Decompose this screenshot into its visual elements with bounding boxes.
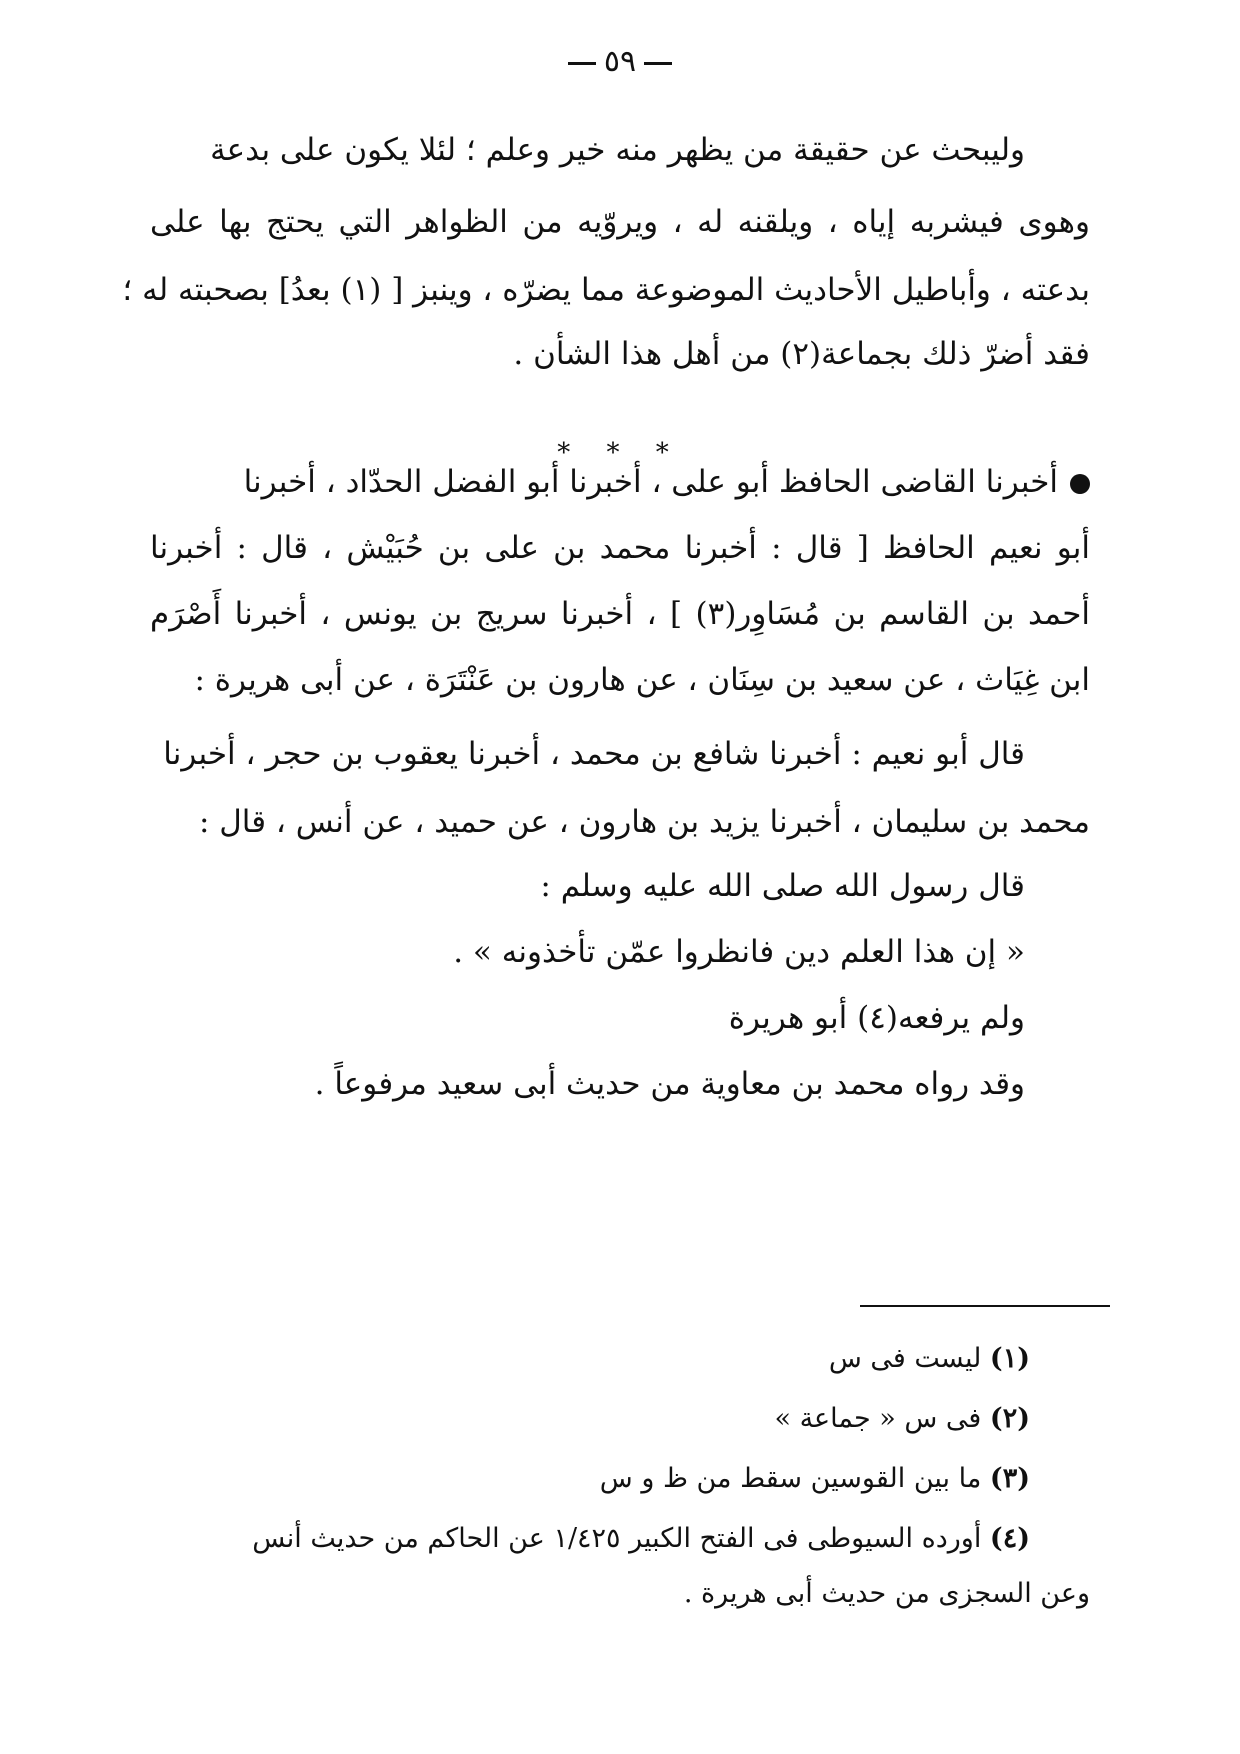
footnote-2-number: (٢) <box>989 1403 1030 1434</box>
footnote-2-text: فى س « جماعة » <box>774 1403 982 1434</box>
para3-line-1: قال أبو نعيم : أخبرنا شافع بن محمد ، أخبرنا يعقوب بن حجر ، أخبرنا <box>163 736 1025 772</box>
para2-line-3: أحمد بن القاسم بن مُسَاوِر(٣) ] ، أخبرنا سريج بن يونس ، أخبرنا أَصْرَم <box>150 596 1090 632</box>
footnote-1-text: ليست فى س <box>828 1343 982 1374</box>
para1-line-1: وليبحث عن حقيقة من يظهر منه خير وعلم ؛ لئلا يكون على بدعة <box>210 132 1025 168</box>
footnote-2 <box>430 1400 1030 1438</box>
page-number-value: ٥٩ <box>603 44 637 79</box>
para1-line-4: فقد أضرّ ذلك بجماعة(٢) من أهل هذا الشأن . <box>513 336 1090 372</box>
section-separator: * * * <box>557 438 683 468</box>
footnote-4-text: أورده السيوطى فى الفتح الكبير ١/٤٢٥ عن الحاكم من حديث أنس <box>252 1523 982 1554</box>
para2-line-1 <box>150 460 1090 504</box>
footnote-3-number: (٣) <box>989 1463 1030 1494</box>
bullet-icon <box>1070 474 1090 494</box>
footnote-4 <box>140 1520 1030 1558</box>
para3-line-4: « إن هذا العلم دين فانظروا عمّن تأخذونه » . <box>453 934 1025 970</box>
footnote-1-number: (١) <box>989 1343 1030 1374</box>
para3-line-5: ولم يرفعه(٤) أبو هريرة <box>728 1000 1025 1036</box>
footnote-4-continuation <box>190 1575 1090 1613</box>
page-number <box>0 42 1240 82</box>
footnote-separator <box>860 1305 1110 1307</box>
footnote-1 <box>430 1340 1030 1378</box>
para1-line-2: وهوى فيشربه إياه ، ويلقنه له ، ويروّيه من الظواهر التي يحتج بها على <box>150 204 1090 240</box>
para3-line-2: محمد بن سليمان ، أخبرنا يزيد بن هارون ، عن حميد ، عن أنس ، قال : <box>198 804 1090 840</box>
para2-line-4: ابن غِيَاث ، عن سعيد بن سِنَان ، عن هارون بن عَنْتَرَة ، عن أبى هريرة : <box>194 662 1090 698</box>
footnote-4-number: (٤) <box>989 1523 1030 1554</box>
footnote-3-text: ما بين القوسين سقط من ظ و س <box>599 1463 982 1494</box>
para2-line-2: أبو نعيم الحافظ [ قال : أخبرنا محمد بن على بن حُبَيْش ، قال : أخبرنا <box>150 530 1090 566</box>
dash-right <box>644 62 672 65</box>
para3-line-3: قال رسول الله صلى الله عليه وسلم : <box>540 868 1025 904</box>
para1-line-3: بدعته ، وأباطيل الأحاديث الموضوعة مما يضرّه ، وينبز [ (١) بعدُ] بصحبته له ؛ <box>122 272 1090 308</box>
dash-left <box>568 62 596 65</box>
footnote-4-continuation-text: وعن السجزى من حديث أبى هريرة . <box>683 1578 1090 1609</box>
footnote-3 <box>430 1460 1030 1498</box>
para3-line-6: وقد رواه محمد بن معاوية من حديث أبى سعيد مرفوعاً . <box>314 1066 1025 1102</box>
para2-line-1-text: أخبرنا القاضى الحافظ أبو على ، أخبرنا أبو الفضل الحدّاد ، أخبرنا <box>243 464 1058 500</box>
